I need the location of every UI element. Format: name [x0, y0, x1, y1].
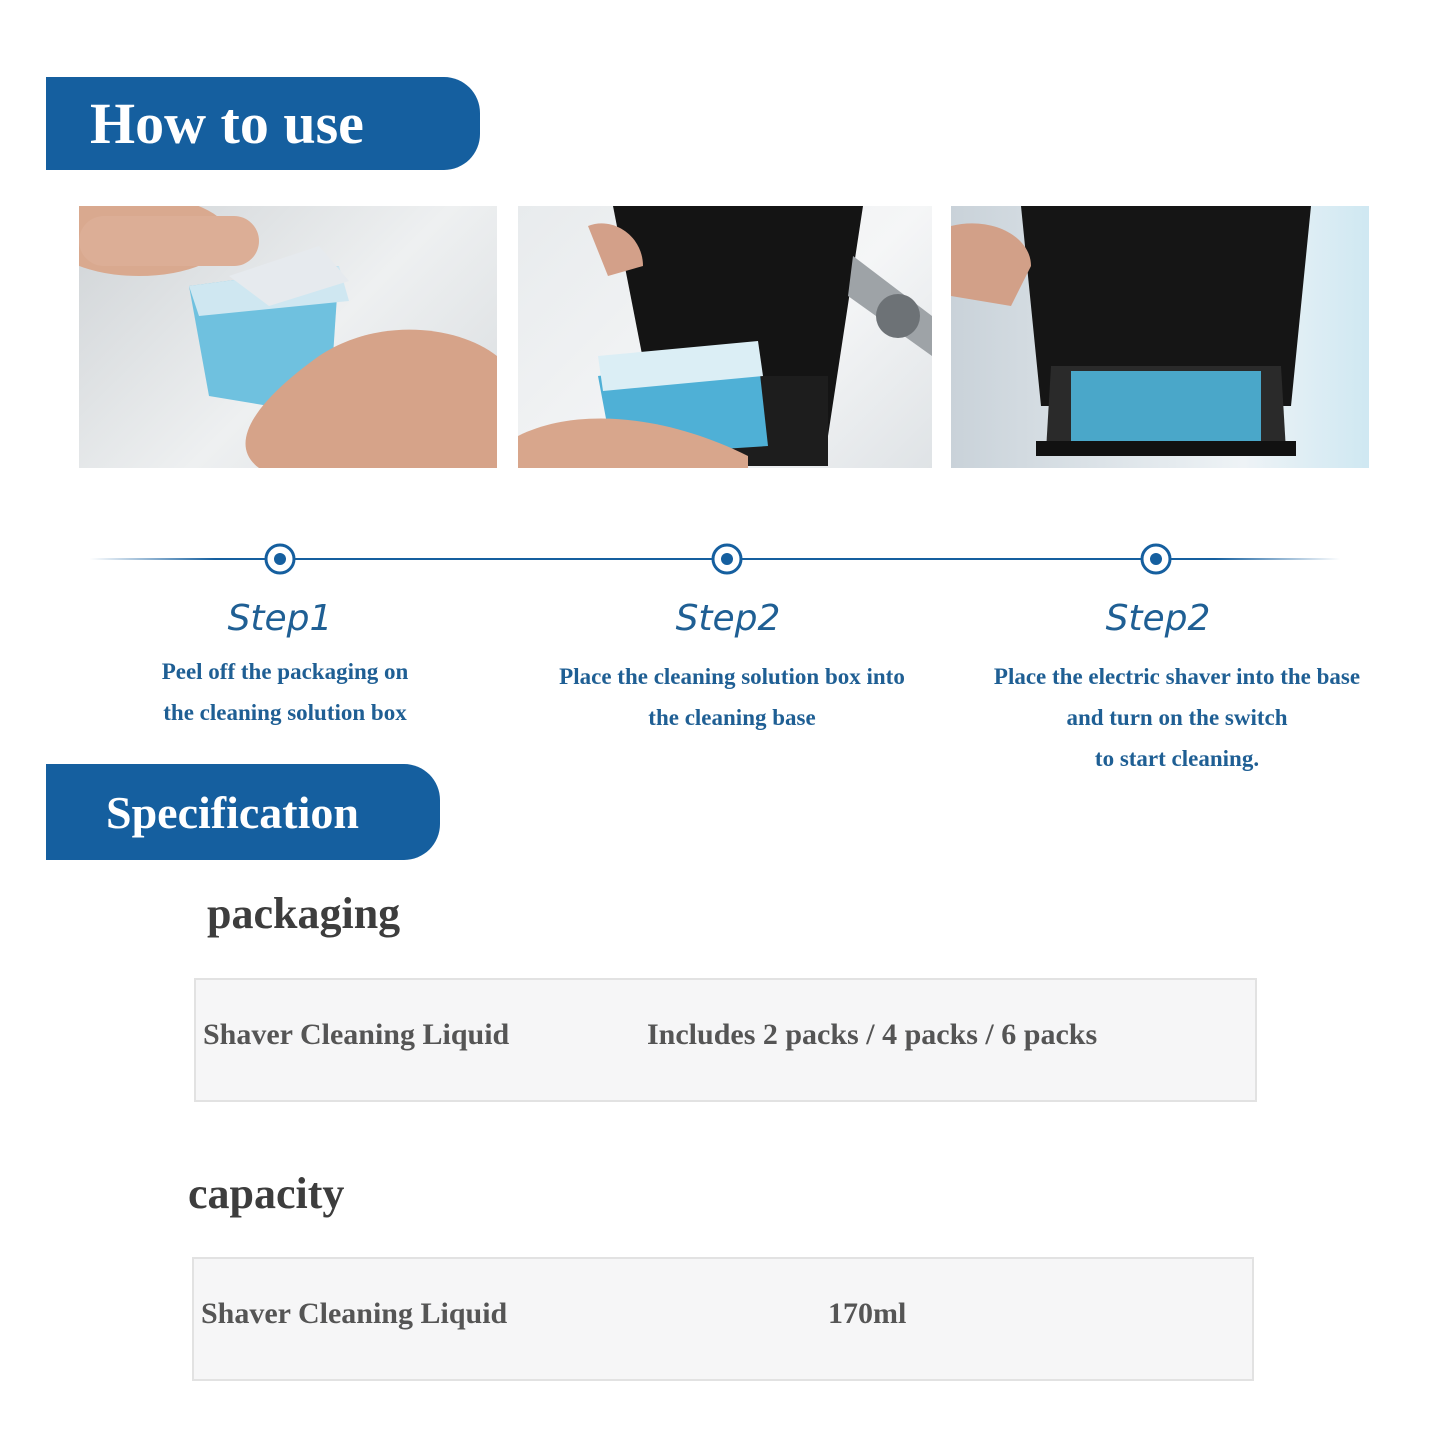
- capacity-value: 170ml: [828, 1297, 907, 1330]
- step1-description: Peel off the packaging on the cleaning solution box: [161, 659, 409, 725]
- step2-title: Step2: [675, 598, 781, 639]
- how-to-use-banner: [46, 77, 480, 170]
- steps-timeline: [90, 530, 1340, 590]
- capacity-row: [192, 1257, 1254, 1381]
- step3-photo: [951, 206, 1369, 468]
- packaging-product-name: Shaver Cleaning Liquid: [203, 1018, 510, 1051]
- timeline-marker-3: [1142, 545, 1170, 573]
- packaging-value: Includes 2 packs / 4 packs / 6 packs: [647, 1018, 1098, 1051]
- peel-lid-photo-illustration: [79, 206, 497, 468]
- timeline-marker-2: [713, 545, 741, 573]
- specification-title: Specification: [106, 786, 359, 838]
- cleaning-base-photo-illustration: [951, 206, 1369, 468]
- step1-title: Step1: [227, 598, 333, 639]
- packaging-label: packaging: [207, 889, 401, 938]
- step1-photo: [79, 206, 497, 468]
- capacity-product-name: Shaver Cleaning Liquid: [201, 1297, 508, 1330]
- packaging-row: [194, 978, 1257, 1102]
- capacity-label: capacity: [188, 1169, 345, 1218]
- how-to-use-title: How to use: [90, 91, 364, 156]
- step3-description: Place the electric shaver into the base and turn on the switch to start cleaning.: [993, 664, 1361, 771]
- step2-photo: [518, 206, 932, 468]
- insert-cartridge-photo-illustration: [518, 206, 932, 468]
- timeline-marker-1: [266, 545, 294, 573]
- specification-banner: [46, 764, 440, 860]
- step3-title: Step2: [1105, 598, 1211, 639]
- step2-description: Place the cleaning solution box into the cleaning base: [559, 664, 905, 730]
